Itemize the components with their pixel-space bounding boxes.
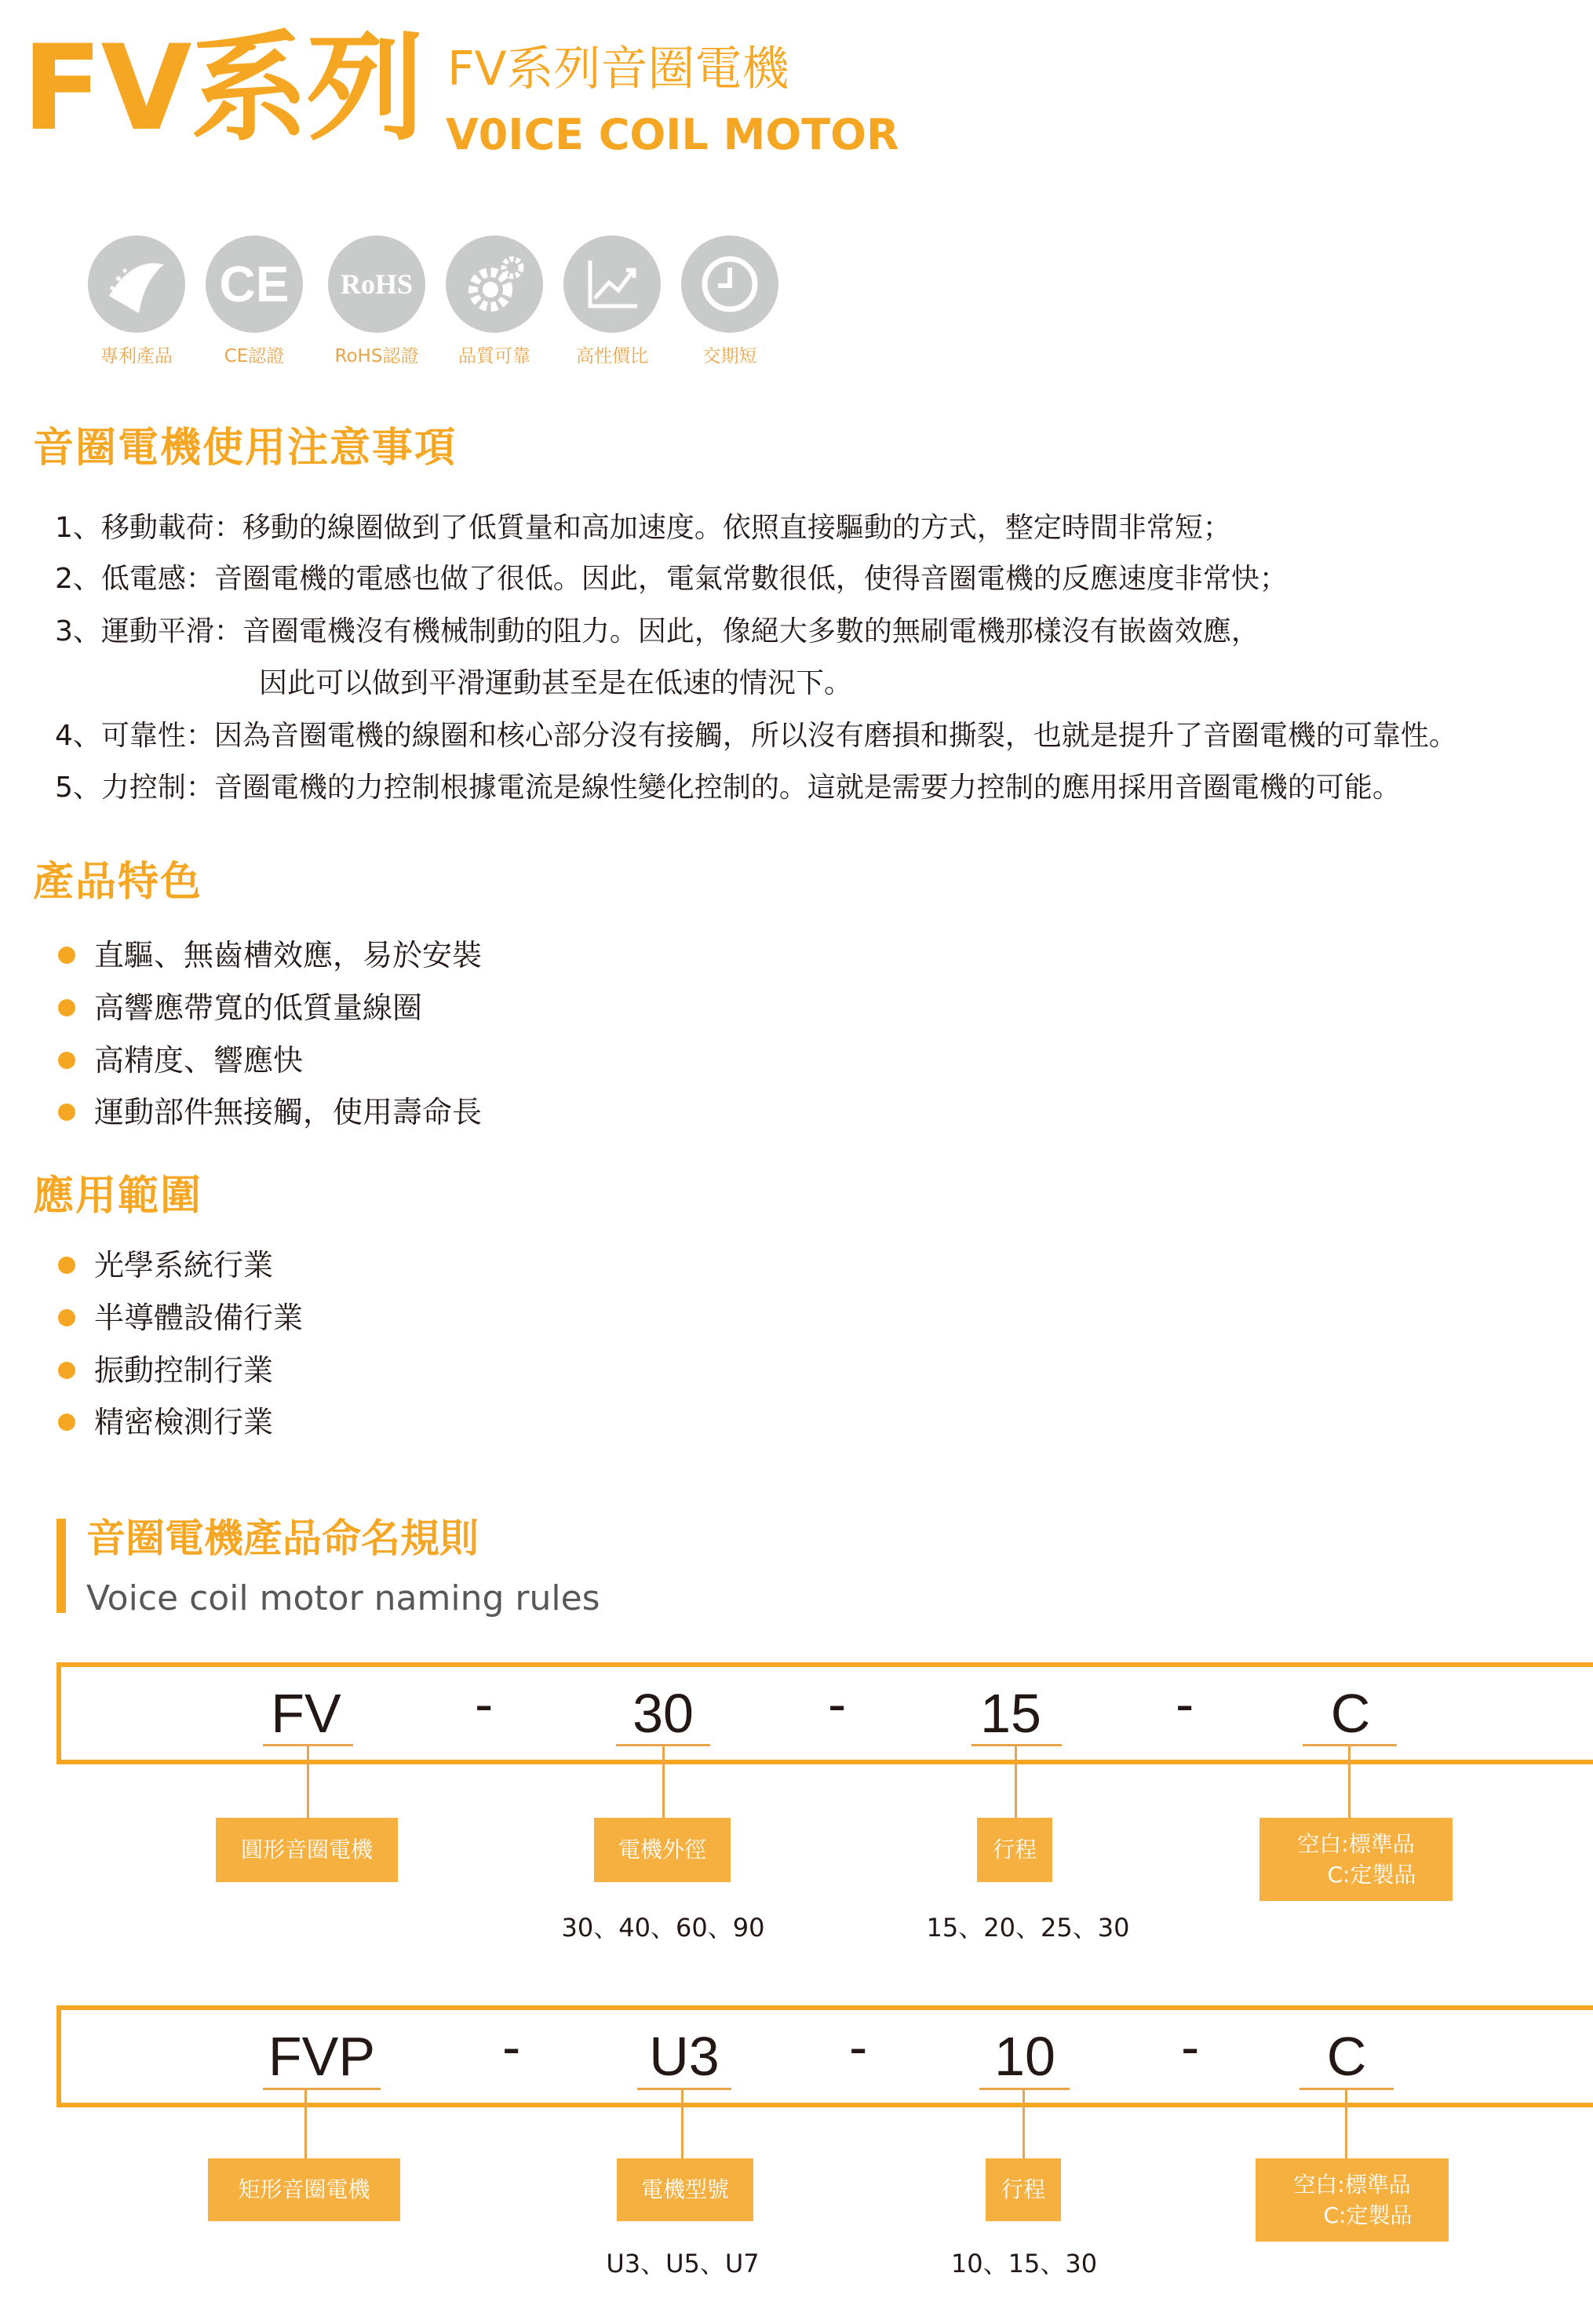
application-item: [58, 1407, 273, 1437]
rohs-icon: [328, 235, 425, 333]
application-text: 精密檢測行業: [94, 1405, 274, 1439]
rule-tag: 圓形音圈電機: [216, 1818, 398, 1882]
rule-code: C: [1330, 1683, 1371, 1744]
rule-tag-variant: [1259, 1818, 1453, 1901]
series-subtitle-cn: FV系列音圈電機: [447, 42, 789, 97]
badge-label: 專利產品: [100, 346, 173, 367]
bullet-dot: [58, 1362, 75, 1379]
connector-line: [681, 2088, 683, 2158]
tag-standard: 空白:標準品: [1293, 2171, 1411, 2198]
bullet-dot: [58, 999, 75, 1016]
feature-item: [58, 1097, 482, 1127]
badge-label: 品質可靠: [458, 346, 530, 367]
rule-options: U3、U5、U7: [606, 2249, 760, 2278]
bullet-dot: [58, 1104, 75, 1121]
tag-custom: C:定製品: [1327, 1862, 1416, 1888]
badge-label: RoHS認證: [334, 346, 419, 367]
bullet-dot: [58, 1257, 75, 1274]
bullet-dot: [58, 1052, 75, 1069]
gear-icon: [446, 235, 543, 333]
bullet-dot: [58, 947, 75, 964]
feature-item: [58, 1043, 304, 1078]
badge-ce: [206, 235, 303, 333]
application-item: [58, 1303, 303, 1333]
feature-item: [58, 993, 422, 1023]
tag-standard: 空白:標準品: [1297, 1830, 1415, 1857]
feature-text: 直驅、無齒槽效應，易於安裝: [94, 938, 483, 972]
note-item: 4、可靠性：因為音圈電機的線圈和核心部分沒有接觸，所以沒有磨損和撕裂，也就是提升了音圈電機的可靠性。: [55, 720, 1457, 752]
connector-line: [1348, 1744, 1351, 1818]
note-item: 2、低電感：音圈電機的電感也做了很低。因此，電氣常數很低，使得音圈電機的反應速度非常快；: [55, 563, 1288, 595]
rule-dash: -: [475, 1673, 494, 1735]
badge-rohs: [328, 235, 425, 333]
rule-dash: -: [1181, 2016, 1200, 2078]
application-item: [58, 1250, 273, 1280]
ce-mark: CE: [219, 256, 290, 312]
bullet-dot: [58, 1309, 75, 1326]
connector-line: [304, 2088, 307, 2158]
naming-accent-bar: [57, 1519, 66, 1613]
rule-code: 15: [980, 1683, 1041, 1744]
features-title: 產品特色: [33, 859, 203, 906]
patent-icon: [88, 235, 185, 333]
rule-tag-variant: [1256, 2158, 1449, 2242]
rule-code: FVP: [268, 2026, 376, 2087]
feature-text: 運動部件無接觸，使用壽命長: [94, 1095, 483, 1129]
clock-icon: [681, 235, 778, 333]
applications-title: 應用範圍: [33, 1173, 203, 1220]
rule-code: 30: [632, 1683, 694, 1744]
connector-line: [1023, 2088, 1025, 2158]
rule-tag: 電機外徑: [594, 1818, 731, 1882]
note-item: 1、移動載荷：移動的線圈做到了低質量和高加速度。依照直接驅動的方式，整定時間非常短；: [55, 512, 1231, 544]
feature-item: [58, 940, 482, 970]
badge-value: [563, 235, 661, 333]
bullet-dot: [58, 1414, 75, 1431]
tag-custom: C:定製品: [1323, 2202, 1413, 2228]
code-underline: [637, 2088, 731, 2090]
application-text: 半導體設備行業: [94, 1301, 304, 1335]
naming-title-cn: 音圈電機產品命名規則: [86, 1516, 479, 1561]
rule-dash: -: [828, 1673, 847, 1735]
notes-title: 音圈電機使用注意事項: [33, 425, 457, 472]
series-subtitle-en: V0ICE COIL MOTOR: [446, 110, 899, 159]
application-text: 光學系統行業: [94, 1248, 274, 1282]
rule-tag: 行程: [986, 2158, 1061, 2221]
connector-line: [1345, 2088, 1347, 2158]
code-underline: [263, 2088, 381, 2090]
connector-line: [307, 1744, 309, 1818]
ce-icon: [206, 235, 303, 333]
rule-dash: -: [849, 2016, 868, 2078]
badge-label: 高性價比: [576, 346, 648, 367]
rule-code: FV: [271, 1683, 341, 1744]
note-item: 5、力控制：音圈電機的力控制根據電流是線性變化控制的。這就是需要力控制的應用採用音圈電機的可能。: [55, 772, 1401, 804]
naming-title-en: Voice coil motor naming rules: [86, 1578, 600, 1618]
series-title: FV系列: [22, 20, 423, 157]
rule-options: 30、40、60、90: [561, 1913, 765, 1943]
rule-dash: -: [502, 2016, 521, 2078]
rule-dash: -: [1176, 1673, 1194, 1735]
rohs-mark: RoHS: [340, 268, 414, 300]
feature-text: 高精度、響應快: [94, 1043, 304, 1078]
badge-label: 交期短: [702, 346, 757, 367]
application-text: 振動控制行業: [94, 1353, 274, 1388]
note-item: 因此可以做到平滑運動甚至是在低速的情況下。: [259, 667, 853, 699]
chart-icon: [563, 235, 661, 333]
feature-text: 高響應帶寬的低質量線圈: [94, 991, 423, 1025]
connector-line: [662, 1744, 665, 1818]
badge-delivery: [681, 235, 778, 333]
rule-options: 10、15、30: [950, 2249, 1098, 2278]
rule-code: C: [1326, 2026, 1367, 2087]
rule-tag: 電機型號: [617, 2158, 753, 2221]
badge-patent: [88, 235, 185, 333]
badge-label: CE認證: [224, 346, 285, 367]
rule-tag: 行程: [977, 1818, 1052, 1882]
rule-code: U3: [649, 2026, 720, 2087]
rule-code: 10: [994, 2026, 1055, 2087]
badge-quality: [446, 235, 543, 333]
rule-options: 15、20、25、30: [926, 1913, 1130, 1943]
note-item: 3、運動平滑：音圈電機沒有機械制動的阻力。因此，像絕大多數的無刷電機那樣沒有嵌齒效應，: [55, 615, 1259, 648]
rule-tag: 矩形音圈電機: [208, 2158, 400, 2221]
connector-line: [1015, 1744, 1017, 1818]
application-item: [58, 1353, 274, 1388]
